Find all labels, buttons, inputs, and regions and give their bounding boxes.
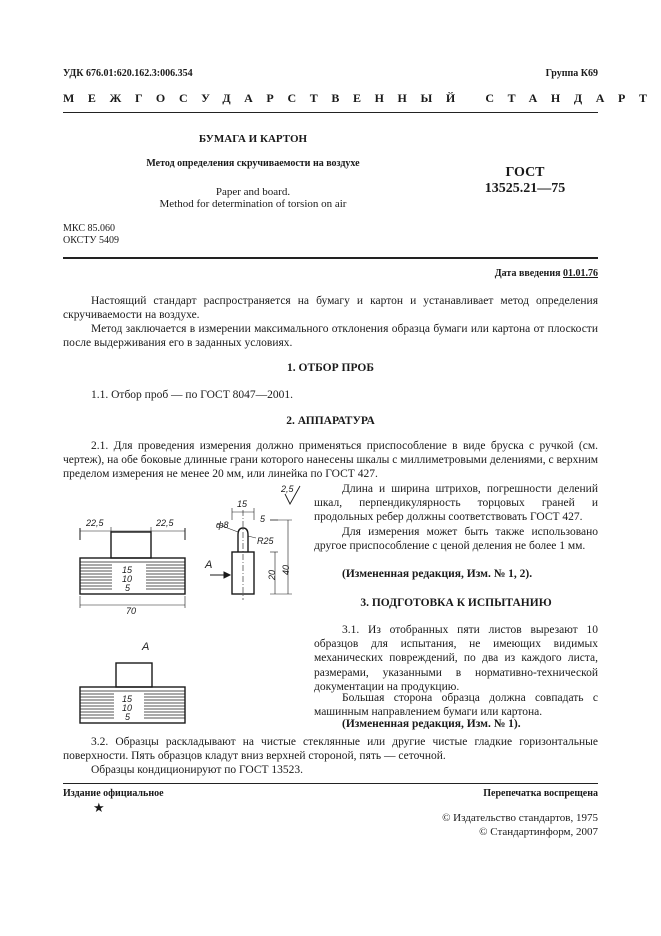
footer-rule [63,783,598,784]
section-2-1-text: 2.1. Для проведения измерения должно применяться приспособление в виде бруска с ручкой (см. чертеж), на обе боковые длинные грани которого нанесены шкалы с миллиметровыми делениями, с верхним пределом измерения не менее 20 мм, или линейка по ГОСТ 427. [63,440,598,481]
section-2-1-tolerance-text: Длина и ширина штрихов, погрешности делений шкал, перпендикулярность торцовых граней и продольных ребер должны соответствовать ГОСТ 427. [314,483,598,524]
udk-code: УДК 676.01:620.162.3:006.354 [63,68,193,79]
group-code: Группа К69 [545,68,598,79]
scale-5-label: 5 [125,583,131,593]
scale-15-label: 15 [122,565,133,575]
star-icon: ★ [93,800,105,815]
dim-15-label: 15 [237,499,248,509]
gost-label: ГОСТ [505,165,545,180]
roughness-label: 2,5 [281,484,294,494]
dim-d8-label: ф8 [216,520,229,530]
okstu-code: ОКСТУ 5409 [63,235,120,246]
official-edition-label: Издание официальное [63,788,164,799]
dim-right-label: 22,5 [156,518,174,528]
dim-total-label: 70 [126,606,137,616]
dim-40-label: 40 [281,564,291,575]
arrow-a-label: А [205,559,213,571]
scale-10-label: 10 [122,574,133,584]
english-title-line1: Paper and board. [215,186,291,198]
standard-banner: МЕЖГОСУДАРСТВЕННЫЙ СТАНДАРТ [63,91,661,105]
dim-20-label: 20 [267,569,277,580]
section-3-1-text: 3.1. Из отобранных пяти листов вырезают 10 образцов для испытания, не имеющих видимых механических повреждений, по два из каждого листа, размерами, указанными в нормативно-технической документации на продукцию. [314,624,598,693]
doc-title: БУМАГА И КАРТОН [198,133,308,145]
section-3-2-conditioning-text: Образцы кондиционируют по ГОСТ 13523. [91,764,304,776]
section-1-heading: 1. ОТБОР ПРОБ [287,362,374,374]
header-rule [63,112,598,113]
copyright-line-2: © Стандартинформ, 2007 [479,826,598,838]
section-3-2-text: 3.2. Образцы раскладывают на чистые стеклянные или другие чистые гладкие горизонтальные поверхности. Пять образцов кладут вниз верхней стороной, пять — сеточной. [63,736,598,763]
english-title-line2: Method for determination of torsion on air [159,198,347,210]
dim-r25-label: R25 [257,536,274,546]
gost-number: 13525.21—75 [484,181,566,196]
title-rule [63,257,598,259]
dim-left-label: 22,5 [86,518,104,528]
section-1-1-text: 1.1. Отбор проб — по ГОСТ 8047—2001. [91,389,293,401]
section-2-revision-note: (Измененная редакция, Изм. № 1, 2). [342,568,533,580]
intro-paragraph-1: Настоящий стандарт распространяется на бумагу и картон и устанавливает метод определения скручиваемости на воздухе. [63,295,598,322]
section-3-heading: 3. ПОДГОТОВКА К ИСПЫТАНИЮ [360,597,552,609]
section-3-1-orientation-text: Большая сторона образца должна совпадать с машинным направлением бумаги или картона. [314,692,598,719]
copyright-line-1: © Издательство стандартов, 1975 [442,812,598,824]
dim-5-label: 5 [260,514,266,524]
reprint-prohibited-label: Перепечатка воспрещена [483,788,598,799]
section-3-revision-note: (Измененная редакция, Изм. № 1). [342,718,521,730]
effective-date-value: 01.01.76 [563,268,598,279]
view-a-scale-10-label: 10 [122,703,133,713]
view-a-scale-15-label: 15 [122,694,133,704]
intro-paragraph-2: Метод заключается в измерении максимального отклонения образца бумаги или картона от плоскости после выдерживания его в заданных условиях. [63,323,598,350]
mks-code: МКС 85.060 [63,223,115,234]
effective-date [430,268,598,279]
effective-date-label: Дата введения [494,268,561,279]
measuring-device-drawing [60,480,315,735]
section-2-1-alternative-text: Для измерения может быть также использовано другое приспособление с ценой деления не более 1 мм. [314,526,598,553]
view-a-scale-5-label: 5 [125,712,131,722]
section-2-heading: 2. АППАРАТУРА [286,415,375,427]
doc-subtitle: Метод определения скручиваемости на воздухе [146,158,360,169]
view-a-label: А [142,641,150,653]
